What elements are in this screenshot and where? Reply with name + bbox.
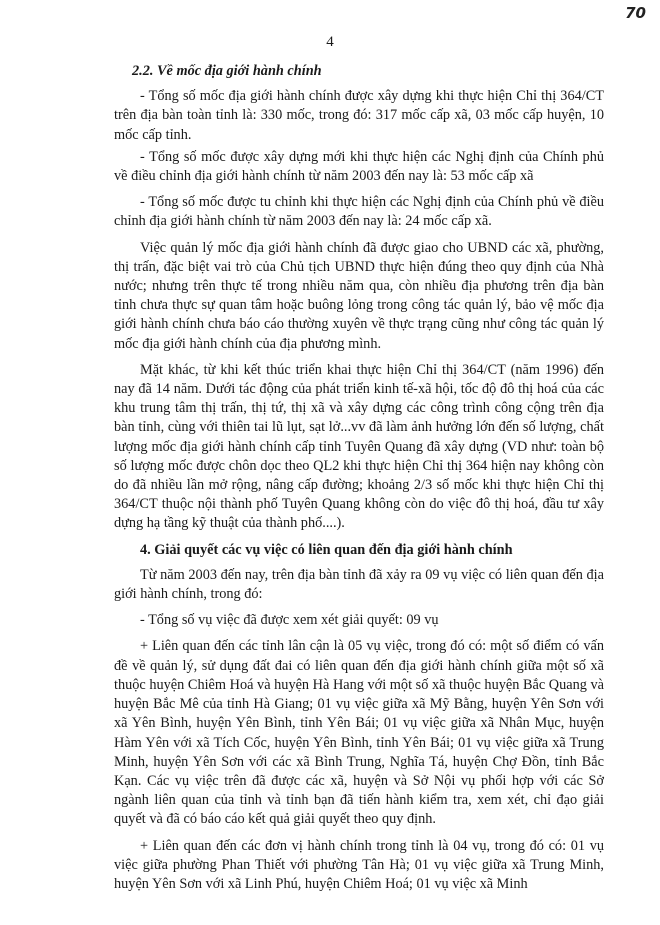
paragraph: Mặt khác, từ khi kết thúc triển khai thực hiện Chỉ thị 364/CT (năm 1996) đến nay đã 14 năm. Dưới tác động của phát triển kinh tế-xã hội, tốc độ đô thị hoá của các khu trung tâm thị trấn, thị tứ, thị xã và xây dựng các công trình công cộng trên địa bàn tỉnh, cùng với thiên tai lũ lụt, sạt lở...vv đã làm ảnh hưởng lớn đến số lượng, chất lượng mốc địa giới hành chính cấp tỉnh Tuyên Quang đã xây dựng (VD như: toàn bộ số lượng mốc được chôn dọc theo QL2 khi thực hiện Chỉ thị 364 hiện nay không còn do đã nhiều lần mở rộng, nâng cấp đường; khoảng 2/3 số mốc khi thực hiện Chỉ thị 364/CT thuộc nội thành phố Tuyên Quang không còn do việc đô thị hoá, đầu tư xây dựng hạ tầng kỹ thuật của thành phố....).: [114, 361, 604, 532]
paragraph: - Tổng số vụ việc đã được xem xét giải quyết: 09 vụ: [140, 612, 439, 629]
document-body: [114, 62, 604, 901]
paragraph: - Tổng số mốc địa giới hành chính được xây dựng khi thực hiện Chỉ thị 364/CT trên địa bàn toàn tỉnh là: 330 mốc, trong đó: 317 mốc cấp xã, 03 mốc cấp huyện, 10 mốc cấp tỉnh.: [114, 88, 604, 143]
paragraph: + Liên quan đến các đơn vị hành chính trong tỉnh là 04 vụ, trong đó có: 01 vụ việc giữa phường Phan Thiết với phường Tân Hà; 01 vụ việc giữa xã Trung Minh, huyện Yên Sơn với xã Linh Phú, huyện Chiêm Hoá; 01 vụ việc xã Minh: [114, 837, 604, 892]
handwritten-page-mark: 70: [625, 4, 646, 22]
section-heading-4: 4. Giải quyết các vụ việc có liên quan đến địa giới hành chính: [140, 541, 513, 558]
paragraph: Từ năm 2003 đến nay, trên địa bàn tỉnh đã xảy ra 09 vụ việc có liên quan đến địa giới hành chính, trong đó:: [114, 566, 604, 603]
paragraph: - Tổng số mốc được tu chỉnh khi thực hiện các Nghị định của Chính phủ về điều chỉnh địa giới hành chính từ năm 2003 đến nay là: 24 mốc cấp xã.: [114, 194, 604, 230]
paragraph: + Liên quan đến các tỉnh lân cận là 05 vụ việc, trong đó có: một số điểm có vấn đề về quản lý, sử dụng đất đai có liên quan đến địa giới hành chính giữa một số xã thuộc huyện Chiêm Hoá và huyện Hà Hang với một số xã thuộc huyện Bắc Quang và huyện Bắc Mê của tỉnh Hà Giang; 01 vụ việc giữa xã Mỹ Bằng, huyện Yên Sơn với xã Yên Bình, huyện Yên Bình, tỉnh Yên Bái; 01 vụ việc giữa xã Nhân Mục, huyện Hàm Yên với xã Tích Cốc, huyện Yên Bình, tỉnh Yên Bái; 01 vụ việc giữa xã Trung Minh, huyện Yên Sơn với các xã Bình Trung, Nghĩa Tá, huyện Chợ Đồn, tỉnh Bắc Kạn. Các vụ việc trên đã được các xã, huyện và Sở Nội vụ phối hợp với các Sở ngành liên quan của tỉnh và tỉnh bạn đã tiến hành kiểm tra, xem xét, chỉ đạo giải quyết và đã có báo cáo kết quả giải quyết theo quy định.: [114, 638, 604, 828]
paragraph: - Tổng số mốc được xây dựng mới khi thực hiện các Nghị định của Chính phủ về điều chỉnh địa giới hành chính từ năm 2003 đến nay là: 53 mốc cấp xã: [114, 148, 604, 185]
section-heading-2-2: 2.2. Về mốc địa giới hành chính: [132, 63, 322, 79]
page-number: 4: [326, 34, 334, 50]
paragraph: Việc quản lý mốc địa giới hành chính đã được giao cho UBND các xã, phường, thị trấn, đặc biệt vai trò của Chủ tịch UBND thực hiện đúng theo quy định của Nhà nước; nhưng trên thực tế trong nhiều năm qua, còn nhiều địa phương trên địa bàn tỉnh chưa thực sự quan tâm hoặc buông lỏng trong công tác quản lý, bảo vệ mốc địa giới hành chính chưa báo cáo thường xuyên về thực trạng cũng như công tác quản lý mốc địa giới hành chính của địa phương mình.: [114, 239, 604, 352]
